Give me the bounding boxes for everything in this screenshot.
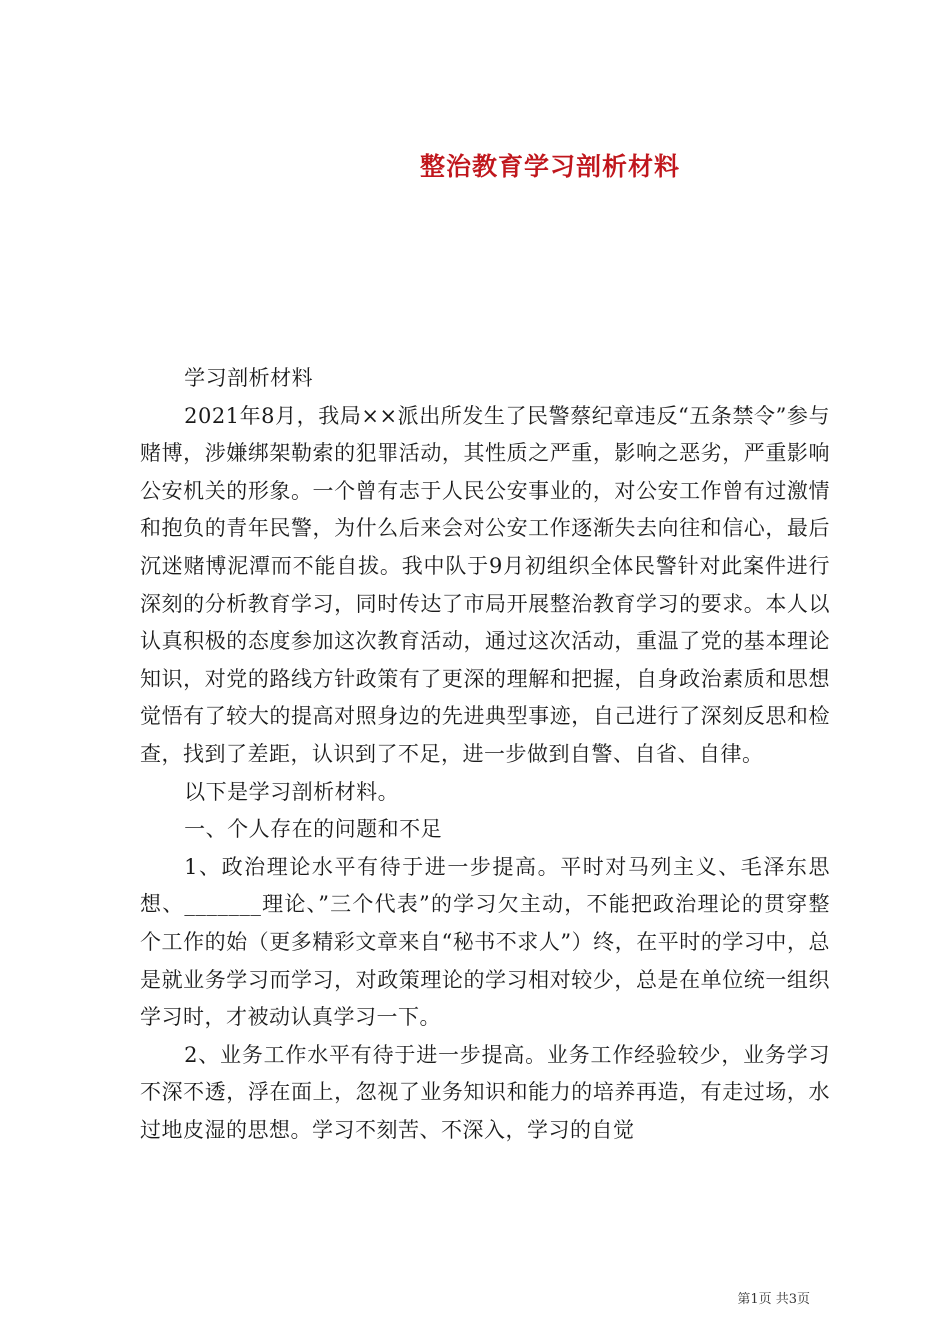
page-number: 第1页 共3页	[737, 1292, 810, 1307]
section-heading-problems: 一、个人存在的问题和不足	[184, 817, 443, 842]
paragraph-subtitle: 学习剖析材料	[184, 366, 314, 390]
paragraph-intro: 以下是学习剖析材料。	[184, 779, 400, 804]
document-body	[140, 360, 830, 1149]
paragraph-item-2: 2、业务工作水平有待于进一步提高。业务工作经验较少，业务学习不深不透，浮在面上，忽视了业务知识和能力的培养再造，有走过场，水过地皮湿的思想。学习不刻苦、不深入，学习的自觉	[140, 1042, 830, 1142]
document-title: 整治教育学习剖析材料	[419, 151, 680, 181]
paragraph-item-1: 1、政治理论水平有待于进一步提高。平时对马列主义、毛泽东思想、_______理论、”三个代表”的学习欠主动，不能把政治理论的贯穿整个工作的始（更多精彩文章来自“秘书不求人”）终，在平时的学习中，总是就业务学习而学习，对政策理论的学习相对较少，总是在单位统一组织学习时，才被动认真学习一下。	[140, 854, 830, 1030]
paragraph-background: 2021年8月，我局××派出所发生了民警蔡纪章违反“五条禁令”参与赌博，涉嫌绑架勒索的犯罪活动，其性质之严重，影响之恶劣，严重影响公安机关的形象。一个曾有志于人民公安事业的，对公安工作曾有过激情和抱负的青年民警，为什么后来会对公安工作逐渐失去向往和信心，最后沉迷赌博泥潭而不能自拔。我中队于9月初组织全体民警针对此案件进行深刻的分析教育学习，同时传达了市局开展整治教育学习的要求。本人以认真积极的态度参加这次教育活动，通过这次活动，重温了党的基本理论知识，对党的路线方针政策有了更深的理解和把握，自身政治素质和思想觉悟有了较大的提高对照身边的先进典型事迹，自己进行了深刻反思和检查，找到了差距，认识到了不足，进一步做到自警、自省、自律。	[140, 403, 830, 766]
